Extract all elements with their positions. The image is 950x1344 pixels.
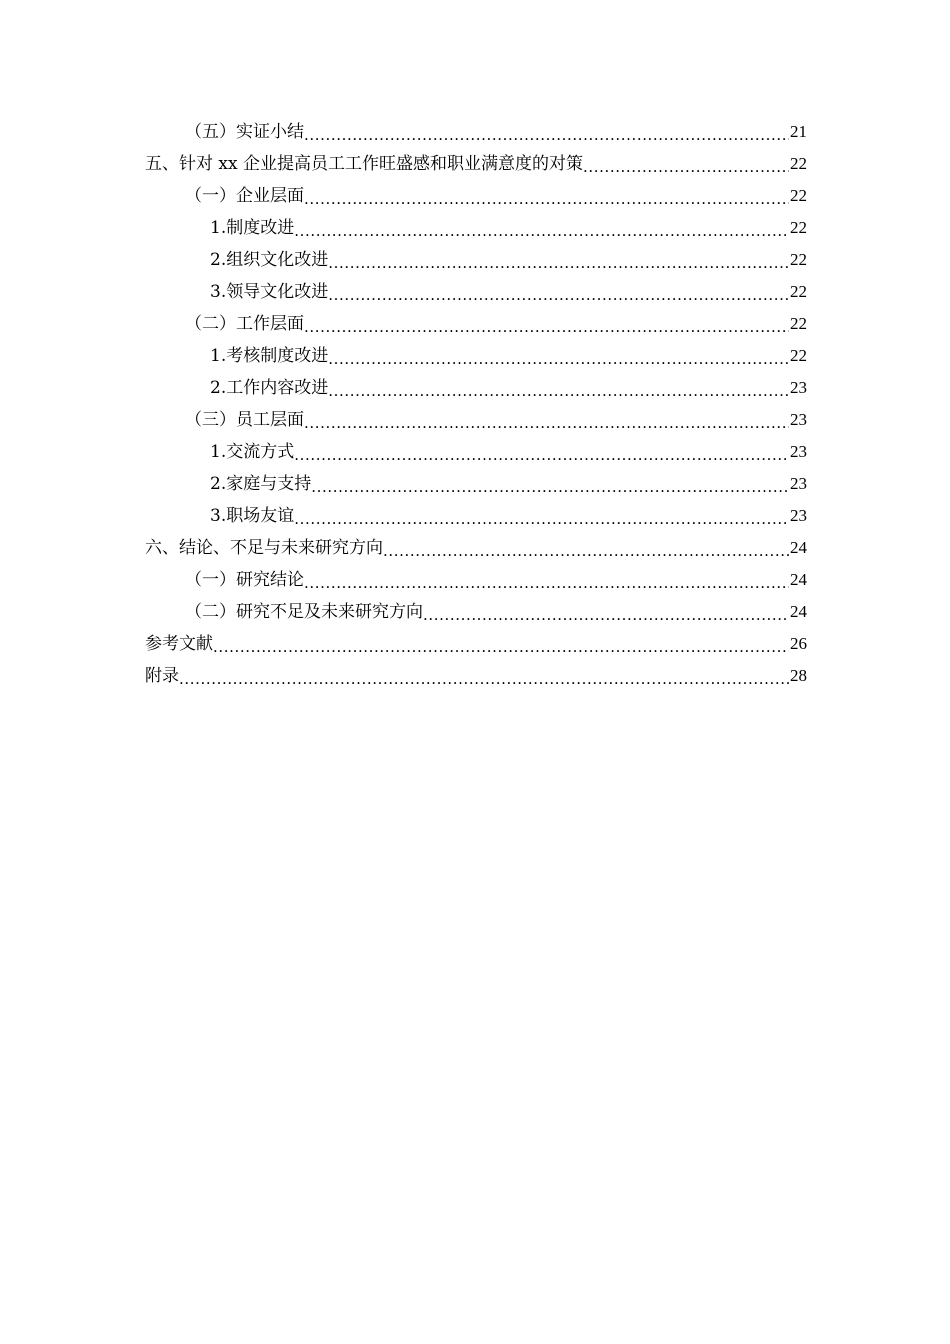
toc-page-number: 22	[790, 154, 807, 173]
toc-entry[interactable]	[145, 436, 807, 468]
toc-entry[interactable]	[145, 500, 807, 532]
toc-page-number: 26	[790, 634, 807, 653]
toc-page-number: 24	[790, 570, 807, 589]
toc-dot-leader	[304, 308, 789, 340]
toc-dot-leader	[311, 468, 789, 500]
toc-page-number: 23	[790, 506, 807, 525]
toc-dot-leader	[583, 148, 789, 180]
toc-entry[interactable]	[145, 244, 807, 276]
toc-entry-title: 附录	[145, 666, 179, 686]
toc-page-number: 22	[790, 250, 807, 269]
toc-dot-leader	[304, 404, 789, 436]
toc-page-number: 24	[790, 602, 807, 621]
toc-entry-title: 1.交流方式	[210, 442, 295, 462]
toc-entry[interactable]	[145, 660, 807, 692]
toc-entry-title: 1.考核制度改进	[210, 346, 329, 366]
toc-dot-leader	[328, 372, 789, 404]
toc-page-number: 23	[790, 378, 807, 397]
toc-dot-leader	[179, 660, 789, 692]
toc-dot-leader	[328, 244, 789, 276]
toc-entry-title: （五）实证小结	[185, 122, 304, 142]
toc-dot-leader	[304, 116, 789, 148]
toc-entry-title: 参考文献	[145, 634, 213, 654]
toc-dot-leader	[383, 532, 789, 564]
toc-entry[interactable]	[145, 180, 807, 212]
toc-entry-title: （二）工作层面	[185, 314, 304, 334]
toc-entry-title: 五、针对 xx 企业提高员工工作旺盛感和职业满意度的对策	[145, 154, 583, 174]
toc-dot-leader	[294, 436, 789, 468]
toc-entry[interactable]	[145, 564, 807, 596]
toc-entry[interactable]	[145, 148, 807, 180]
toc-page-number: 23	[790, 442, 807, 461]
toc-entry[interactable]	[145, 404, 807, 436]
toc-page-number: 23	[790, 410, 807, 429]
toc-entry-title: （二）研究不足及未来研究方向	[185, 602, 423, 622]
toc-entry-title: 3.职场友谊	[210, 506, 295, 526]
toc-dot-leader	[304, 180, 789, 212]
toc-entry[interactable]	[145, 372, 807, 404]
toc-dot-leader	[294, 500, 789, 532]
toc-entry-title: 2.组织文化改进	[210, 250, 329, 270]
toc-dot-leader	[423, 596, 789, 628]
toc-page-number: 22	[790, 282, 807, 301]
toc-entry[interactable]	[145, 276, 807, 308]
toc-dot-leader	[304, 564, 789, 596]
toc-page-number: 21	[790, 122, 807, 141]
toc-entry[interactable]	[145, 596, 807, 628]
toc-page-number: 28	[790, 666, 807, 685]
toc-page-number: 23	[790, 474, 807, 493]
toc-entry-title: （三）员工层面	[185, 410, 304, 430]
table-of-contents	[145, 116, 807, 692]
toc-dot-leader	[328, 276, 789, 308]
toc-entry-title: （一）研究结论	[185, 570, 304, 590]
toc-page-number: 22	[790, 218, 807, 237]
toc-entry[interactable]	[145, 116, 807, 148]
toc-dot-leader	[213, 628, 789, 660]
toc-page-number: 22	[790, 314, 807, 333]
toc-entry[interactable]	[145, 212, 807, 244]
toc-entry-title: 1.制度改进	[210, 218, 295, 238]
toc-entry-title: 3.领导文化改进	[210, 282, 329, 302]
toc-entry-title: 2.家庭与支持	[210, 474, 312, 494]
toc-page-number: 24	[790, 538, 807, 557]
toc-page-number: 22	[790, 186, 807, 205]
toc-dot-leader	[328, 340, 789, 372]
toc-entry-title: （一）企业层面	[185, 186, 304, 206]
toc-entry[interactable]	[145, 532, 807, 564]
toc-entry-title: 六、结论、不足与未来研究方向	[145, 538, 383, 558]
toc-entry[interactable]	[145, 628, 807, 660]
toc-entry[interactable]	[145, 308, 807, 340]
toc-entry-title: 2.工作内容改进	[210, 378, 329, 398]
toc-page-number: 22	[790, 346, 807, 365]
toc-entry[interactable]	[145, 468, 807, 500]
toc-dot-leader	[294, 212, 789, 244]
toc-entry[interactable]	[145, 340, 807, 372]
